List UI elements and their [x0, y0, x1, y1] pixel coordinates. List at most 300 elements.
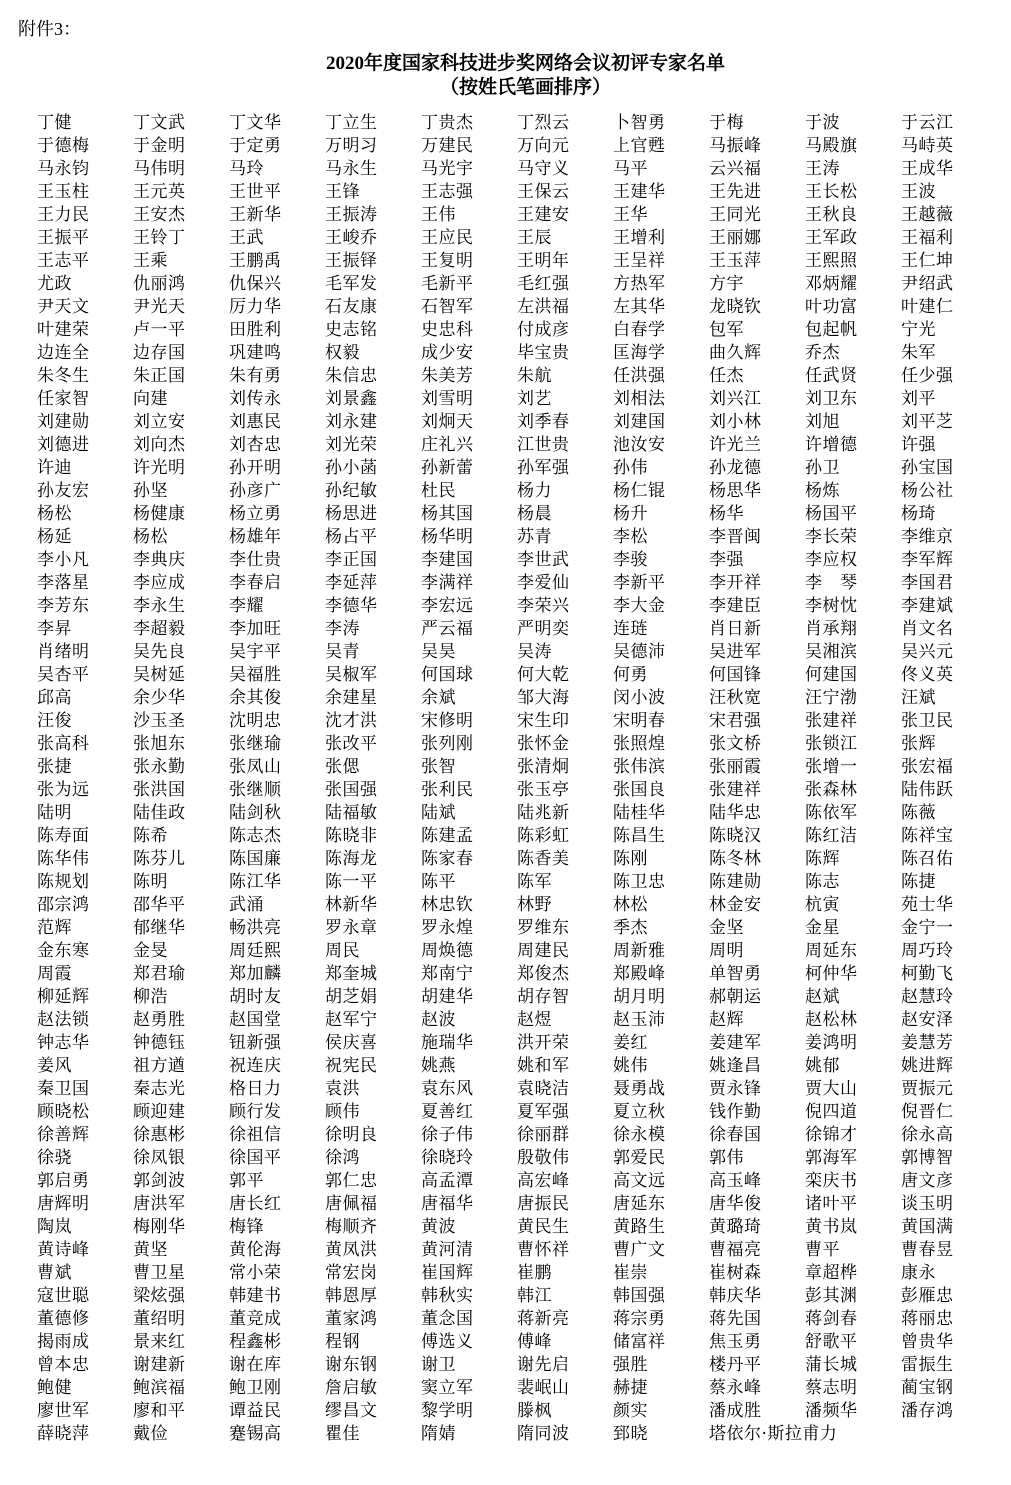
expert-name: 陈芬儿: [133, 849, 186, 869]
expert-name: 王辰: [517, 228, 552, 248]
expert-name: 格日力: [229, 1079, 282, 1099]
expert-name: 景来红: [133, 1332, 186, 1352]
expert-name: 单智勇: [709, 964, 762, 984]
expert-name: 刘艺: [517, 389, 552, 409]
expert-name: 郑殿峰: [613, 964, 666, 984]
expert-name: 任洪强: [613, 366, 666, 386]
expert-name: 蒲长城: [805, 1355, 858, 1375]
expert-name: 叶功富: [805, 297, 858, 317]
expert-name: 戴俭: [133, 1424, 168, 1444]
expert-name: 诸叶平: [805, 1194, 858, 1214]
expert-name: 刘雪明: [421, 389, 474, 409]
expert-name: 陆佳政: [133, 803, 186, 823]
expert-name: 杨国平: [805, 504, 858, 524]
expert-name: 曹斌: [37, 1263, 72, 1283]
expert-name: 汪秋宽: [709, 688, 762, 708]
expert-name: 钱作勤: [709, 1102, 762, 1122]
expert-name: 隋婧: [421, 1424, 456, 1444]
expert-name: 陈明: [133, 872, 168, 892]
expert-name: 郑俊杰: [517, 964, 570, 984]
expert-name: 王波: [901, 182, 936, 202]
page-subtitle: （按姓氏笔画排序）: [439, 77, 611, 98]
expert-name: 白春学: [613, 320, 666, 340]
expert-name: 徐祖信: [229, 1125, 282, 1145]
expert-name: 丁健: [37, 113, 72, 133]
expert-name: 李树忱: [805, 596, 858, 616]
expert-name: 黄书岚: [805, 1217, 858, 1237]
expert-name: 董念国: [421, 1309, 474, 1329]
expert-name: 上官甦: [613, 136, 666, 156]
expert-name: 蔡志明: [805, 1378, 858, 1398]
expert-name: 董家鸿: [325, 1309, 378, 1329]
expert-name: 韩建书: [229, 1286, 282, 1306]
expert-name: 姚逢昌: [709, 1056, 762, 1076]
expert-name: 曾本忠: [37, 1355, 90, 1375]
expert-name: 罗永煌: [421, 918, 474, 938]
expert-name: 包军: [709, 320, 744, 340]
expert-name: 吴进军: [709, 642, 762, 662]
expert-name: 方宇: [709, 274, 744, 294]
expert-name: 朱冬生: [37, 366, 90, 386]
expert-name: 潘成胜: [709, 1401, 762, 1421]
expert-name: 郑南宁: [421, 964, 474, 984]
expert-name: 韩国强: [613, 1286, 666, 1306]
expert-name: 何勇: [613, 665, 648, 685]
expert-name: 潘存鸿: [901, 1401, 954, 1421]
expert-name: 王锋: [325, 182, 360, 202]
expert-name: 王玉柱: [37, 182, 90, 202]
expert-name: 王元英: [133, 182, 186, 202]
expert-name: 张偲: [325, 757, 360, 777]
expert-name: 成少安: [421, 343, 474, 363]
expert-name: 唐辉明: [37, 1194, 90, 1214]
expert-name: 杨琦: [901, 504, 936, 524]
expert-name: 刘传永: [229, 389, 282, 409]
expert-name: 李长荣: [805, 527, 858, 547]
expert-name: 彭其渊: [805, 1286, 858, 1306]
expert-name: 杨松: [37, 504, 72, 524]
expert-name: 王熙照: [805, 251, 858, 271]
expert-name: 杭寅: [805, 895, 840, 915]
expert-name: 李骏: [613, 550, 648, 570]
expert-name: 李落星: [37, 573, 90, 593]
expert-name: 赵煜: [517, 1010, 552, 1030]
expert-name: 许强: [901, 435, 936, 455]
expert-name: 张清炯: [517, 757, 570, 777]
expert-name: 林金安: [709, 895, 762, 915]
expert-name: 贾永锋: [709, 1079, 762, 1099]
expert-name: 吴宇平: [229, 642, 282, 662]
expert-name: 张智: [421, 757, 456, 777]
expert-name: 吴杏平: [37, 665, 90, 685]
expert-name: 孙宝国: [901, 458, 954, 478]
expert-name: 丁贵杰: [421, 113, 474, 133]
expert-name: 赵安泽: [901, 1010, 954, 1030]
expert-name: 曹福亮: [709, 1240, 762, 1260]
expert-name: 庄礼兴: [421, 435, 474, 455]
expert-name: 杨华: [709, 504, 744, 524]
expert-name: 顾伟: [325, 1102, 360, 1122]
expert-name: 程鑫彬: [229, 1332, 282, 1352]
expert-name: 王建安: [517, 205, 570, 225]
expert-name: 陈平: [421, 872, 456, 892]
expert-name: 马光宇: [421, 159, 474, 179]
expert-name: 李加旺: [229, 619, 282, 639]
expert-name: 邵华平: [133, 895, 186, 915]
expert-name: 吴树延: [133, 665, 186, 685]
expert-name: 强胜: [613, 1355, 648, 1375]
expert-name: 张玉亭: [517, 780, 570, 800]
expert-name: 王振平: [37, 228, 90, 248]
expert-name: 杨华明: [421, 527, 474, 547]
expert-name: 姚进辉: [901, 1056, 954, 1076]
expert-name: 马伟明: [133, 159, 186, 179]
expert-name: 陆剑秋: [229, 803, 282, 823]
expert-name: 郭爱民: [613, 1148, 666, 1168]
expert-name: 徐锦才: [805, 1125, 858, 1145]
expert-name: 宋明春: [613, 711, 666, 731]
expert-name: 王建华: [613, 182, 666, 202]
expert-name: 刘光荣: [325, 435, 378, 455]
expert-name: 李应权: [805, 550, 858, 570]
expert-name: 毕宝贵: [517, 343, 570, 363]
expert-name: 余斌: [421, 688, 456, 708]
expert-name: 曹春昱: [901, 1240, 954, 1260]
expert-name: 徐善辉: [37, 1125, 90, 1145]
expert-name: 王复明: [421, 251, 474, 271]
expert-name: 柯勤飞: [901, 964, 954, 984]
expert-name: 陈晓汉: [709, 826, 762, 846]
expert-name: 胡芝娟: [325, 987, 378, 1007]
expert-name: 邵宗鸿: [37, 895, 90, 915]
expert-name: 张利民: [421, 780, 474, 800]
expert-name: 王武: [229, 228, 264, 248]
expert-name: 王长松: [805, 182, 858, 202]
expert-name: 金星: [805, 918, 840, 938]
expert-name: 朱美芳: [421, 366, 474, 386]
expert-name: 倪四道: [805, 1102, 858, 1122]
expert-name: 宁光: [901, 320, 936, 340]
expert-name: 栾庆书: [805, 1171, 858, 1191]
expert-name: 张捷: [37, 757, 72, 777]
expert-name: 唐佩福: [325, 1194, 378, 1214]
expert-name: 刘相法: [613, 389, 666, 409]
expert-name: 曹广文: [613, 1240, 666, 1260]
expert-name: 付成彦: [517, 320, 570, 340]
expert-name: 崔国辉: [421, 1263, 474, 1283]
expert-name: 陈晓非: [325, 826, 378, 846]
expert-name: 谢先启: [517, 1355, 570, 1375]
expert-name: 张增一: [805, 757, 858, 777]
expert-name: 宋君强: [709, 711, 762, 731]
expert-name: 张文桥: [709, 734, 762, 754]
expert-name: 李大金: [613, 596, 666, 616]
expert-name: 林忠钦: [421, 895, 474, 915]
expert-name: 李晋闽: [709, 527, 762, 547]
expert-name: 王应民: [421, 228, 474, 248]
expert-name: 陈依军: [805, 803, 858, 823]
expert-name: 杨占平: [325, 527, 378, 547]
expert-name: 丁烈云: [517, 113, 570, 133]
expert-name: 鲍健: [37, 1378, 72, 1398]
expert-name: 储富祥: [613, 1332, 666, 1352]
expert-name: 唐延东: [613, 1194, 666, 1214]
expert-name: 吴德沛: [613, 642, 666, 662]
expert-name: 王先进: [709, 182, 762, 202]
expert-name: 廖世军: [37, 1401, 90, 1421]
expert-name: 龙晓钦: [709, 297, 762, 317]
expert-name: 李正国: [325, 550, 378, 570]
expert-name: 于金明: [133, 136, 186, 156]
expert-name: 孙友宏: [37, 481, 90, 501]
expert-name: 孙伟: [613, 458, 648, 478]
expert-name: 闵小波: [613, 688, 666, 708]
expert-name: 严云福: [421, 619, 474, 639]
expert-name: 崔鹏: [517, 1263, 552, 1283]
expert-name: 吴椒军: [325, 665, 378, 685]
expert-name: 宋修明: [421, 711, 474, 731]
expert-name: 张国良: [613, 780, 666, 800]
expert-name: 张建祥: [805, 711, 858, 731]
expert-name: 韩秋实: [421, 1286, 474, 1306]
expert-name: 高玉峰: [709, 1171, 762, 1191]
expert-name: 张高科: [37, 734, 90, 754]
expert-name: 柳浩: [133, 987, 168, 1007]
expert-name: 李永生: [133, 596, 186, 616]
expert-name: 林野: [517, 895, 552, 915]
expert-name: 王玉萍: [709, 251, 762, 271]
expert-name: 罗永章: [325, 918, 378, 938]
expert-name: 吴兴元: [901, 642, 954, 662]
expert-name: 王保云: [517, 182, 570, 202]
expert-name: 孙新蕾: [421, 458, 474, 478]
expert-name: 蒋宗勇: [613, 1309, 666, 1329]
expert-name: 常小荣: [229, 1263, 282, 1283]
expert-name: 乔杰: [805, 343, 840, 363]
expert-name: 周新雅: [613, 941, 666, 961]
expert-name: 陈家春: [421, 849, 474, 869]
expert-name: 周霞: [37, 964, 72, 984]
expert-name: 金东寒: [37, 941, 90, 961]
expert-name: 康永: [901, 1263, 936, 1283]
expert-name: 陆兆新: [517, 803, 570, 823]
expert-name: 吴昊: [421, 642, 456, 662]
expert-name: 王安杰: [133, 205, 186, 225]
expert-name: 赵军宁: [325, 1010, 378, 1030]
expert-name: 姜风: [37, 1056, 72, 1076]
expert-name: 张辉: [901, 734, 936, 754]
expert-name: 郭仁忠: [325, 1171, 378, 1191]
expert-name: 唐福华: [421, 1194, 474, 1214]
expert-name: 王呈祥: [613, 251, 666, 271]
expert-name: 杨升: [613, 504, 648, 524]
expert-name: 李仕贵: [229, 550, 282, 570]
expert-name: 马平: [613, 159, 648, 179]
expert-name: 陈红洁: [805, 826, 858, 846]
expert-name: 聂勇战: [613, 1079, 666, 1099]
expert-name: 朱信忠: [325, 366, 378, 386]
expert-name: 胡月明: [613, 987, 666, 1007]
expert-name: 董绍明: [133, 1309, 186, 1329]
expert-name: 王涛: [805, 159, 840, 179]
expert-name: 李涛: [325, 619, 360, 639]
expert-name: 周建民: [517, 941, 570, 961]
expert-name: 肖承翔: [805, 619, 858, 639]
expert-name: 洪开荣: [517, 1033, 570, 1053]
expert-name: 李强: [709, 550, 744, 570]
expert-name: 张改平: [325, 734, 378, 754]
expert-name: 陈薇: [901, 803, 936, 823]
expert-name: 刘平芝: [901, 412, 954, 432]
expert-name: 顾迎建: [133, 1102, 186, 1122]
expert-name: 于波: [805, 113, 840, 133]
expert-name: 姜鸿明: [805, 1033, 858, 1053]
expert-name: 郭博智: [901, 1148, 954, 1168]
expert-name: 鲍滨福: [133, 1378, 186, 1398]
expert-name: 陈香美: [517, 849, 570, 869]
expert-name: 李世武: [517, 550, 570, 570]
expert-name: 姚燕: [421, 1056, 456, 1076]
expert-name: 叶建荣: [37, 320, 90, 340]
expert-name: 张照煌: [613, 734, 666, 754]
expert-name: 陆伟跃: [901, 780, 954, 800]
expert-name: 周廷熙: [229, 941, 282, 961]
expert-name: 杨力: [517, 481, 552, 501]
expert-name: 胡建华: [421, 987, 474, 1007]
expert-name: 任杰: [709, 366, 744, 386]
expert-name: 李维京: [901, 527, 954, 547]
expert-name: 黄凤洪: [325, 1240, 378, 1260]
expert-name: 姚和军: [517, 1056, 570, 1076]
expert-name: 董德修: [37, 1309, 90, 1329]
expert-name: 沙玉圣: [133, 711, 186, 731]
expert-name: 丁立生: [325, 113, 378, 133]
expert-name: 周明: [709, 941, 744, 961]
expert-name: 王同光: [709, 205, 762, 225]
expert-name: 陈寿面: [37, 826, 90, 846]
expert-name: 彭雁忠: [901, 1286, 954, 1306]
expert-name: 高孟潭: [421, 1171, 474, 1191]
expert-name: 石智军: [421, 297, 474, 317]
expert-name: 赵松林: [805, 1010, 858, 1030]
expert-name: 瞿佳: [325, 1424, 360, 1444]
expert-name: 王新华: [229, 205, 282, 225]
expert-name: 李德华: [325, 596, 378, 616]
expert-name: 王秋良: [805, 205, 858, 225]
expert-name: 沈才洪: [325, 711, 378, 731]
expert-name: 韩江: [517, 1286, 552, 1306]
expert-name: 李典庆: [133, 550, 186, 570]
attachment-label: 附件3：: [18, 19, 81, 39]
expert-name: 汪俊: [37, 711, 72, 731]
expert-name: 杨延: [37, 527, 72, 547]
expert-name: 谈玉明: [901, 1194, 954, 1214]
expert-name: 李建国: [421, 550, 474, 570]
expert-name: 马振峰: [709, 136, 762, 156]
expert-name: 孙卫: [805, 458, 840, 478]
expert-name: 卜智勇: [613, 113, 666, 133]
expert-name: 任家智: [37, 389, 90, 409]
expert-name: 张列刚: [421, 734, 474, 754]
expert-name: 卢一平: [133, 320, 186, 340]
expert-name: 刘永建: [325, 412, 378, 432]
expert-name: 赵勇胜: [133, 1010, 186, 1030]
expert-name: 蹇锡高: [229, 1424, 282, 1444]
expert-name: 张宏福: [901, 757, 954, 777]
expert-name: 余少华: [133, 688, 186, 708]
expert-name: 陈冬林: [709, 849, 762, 869]
expert-name: 权毅: [325, 343, 360, 363]
expert-name: 吴涛: [517, 642, 552, 662]
expert-name: 尤政: [37, 274, 72, 294]
expert-name: 佟义英: [901, 665, 954, 685]
expert-name: 张伟滨: [613, 757, 666, 777]
expert-name: 万建民: [421, 136, 474, 156]
expert-name: 林新华: [325, 895, 378, 915]
expert-name: 马殿旗: [805, 136, 858, 156]
expert-name: 宋生印: [517, 711, 570, 731]
expert-name: 曾贵华: [901, 1332, 954, 1352]
expert-name: 陈彩虹: [517, 826, 570, 846]
expert-name: 隋同波: [517, 1424, 570, 1444]
expert-name: 徐子伟: [421, 1125, 474, 1145]
expert-name: 廖和平: [133, 1401, 186, 1421]
expert-name: 王成华: [901, 159, 954, 179]
expert-name: 左其华: [613, 297, 666, 317]
expert-name: 史忠科: [421, 320, 474, 340]
expert-name: 金坚: [709, 918, 744, 938]
expert-name: 陈祥宝: [901, 826, 954, 846]
expert-name: 吴福胜: [229, 665, 282, 685]
expert-name: 边连全: [37, 343, 90, 363]
expert-name: 王铃丁: [133, 228, 186, 248]
expert-name: 刘建国: [613, 412, 666, 432]
expert-name: 胡存智: [517, 987, 570, 1007]
expert-name: 余其俊: [229, 688, 282, 708]
expert-name: 刘卫东: [805, 389, 858, 409]
expert-name: 陈辉: [805, 849, 840, 869]
expert-name: 曹卫星: [133, 1263, 186, 1283]
expert-name: 汪宁渤: [805, 688, 858, 708]
expert-name: 陆福敏: [325, 803, 378, 823]
expert-name: 邱高: [37, 688, 72, 708]
expert-name: 仇丽鸿: [133, 274, 186, 294]
expert-name: 李国君: [901, 573, 954, 593]
expert-name: 贾振元: [901, 1079, 954, 1099]
expert-name: 夏善红: [421, 1102, 474, 1122]
expert-name: 王峻乔: [325, 228, 378, 248]
expert-name: 张锁江: [805, 734, 858, 754]
expert-name: 李新平: [613, 573, 666, 593]
expert-name: 杨松: [133, 527, 168, 547]
expert-name: 边存国: [133, 343, 186, 363]
expert-name: 姜建军: [709, 1033, 762, 1053]
expert-name: 寇世聪: [37, 1286, 90, 1306]
expert-name: 李超毅: [133, 619, 186, 639]
expert-name: 赵法锁: [37, 1010, 90, 1030]
expert-name: 蒋丽忠: [901, 1309, 954, 1329]
expert-name: 周民: [325, 941, 360, 961]
expert-name: 胡时友: [229, 987, 282, 1007]
document-header: [0, 52, 1011, 100]
expert-name: 陈军: [517, 872, 552, 892]
expert-name: 刘杏忠: [229, 435, 282, 455]
expert-name: 张森林: [805, 780, 858, 800]
expert-name: 于定勇: [229, 136, 282, 156]
expert-name: 秦卫国: [37, 1079, 90, 1099]
expert-name: 鲍卫刚: [229, 1378, 282, 1398]
expert-name: 何建国: [805, 665, 858, 685]
